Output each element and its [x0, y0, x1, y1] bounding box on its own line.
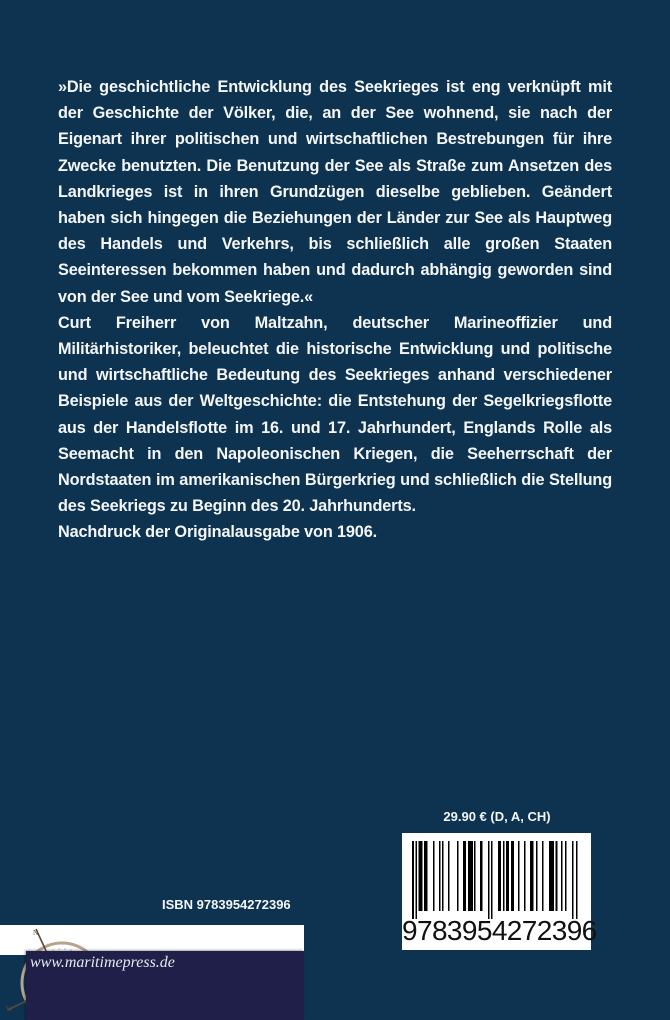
reprint-note: Nachdruck der Originalausgabe von 1906. — [58, 523, 377, 542]
barcode — [402, 833, 597, 950]
back-cover-blurb — [58, 74, 612, 546]
barcode-bars-icon — [412, 841, 582, 919]
description-paragraph: Curt Freiherr von Maltzahn, deutscher Marineoffizier und Militärhistoriker, beleuchtet die historische Entwicklung und politische und wirtschaftliche Bedeutung des Seekrieges anhand verschiedener Beispiele aus der Weltgeschichte: die Entstehung der Segelkriegsflotte aus der Handelsflotte im 16. und 17. Jahrhundert, Englands Rolle als Seemacht in den Napoleonischen Kriegen, die Seeherrschaft der Nordstaaten im amerikanischen Bürgerkrieg und schließlich die Stellung des Seekriegs zu Beginn des 20. Jahrhunderts. — [58, 313, 612, 516]
svg-text:N: N — [33, 929, 39, 937]
quote-paragraph: »Die geschichtliche Entwicklung des Seekrieges ist eng verknüpft mit der Geschichte der Völker, die, an der See wohnend, sie nach der Eigenart ihrer politischen und wirtschaftlichen Bestrebungen für ihre Zwecke benutzten. Die Benutzung der See als Straße zum Ansetzen des Landkrieges ist in ihren Grundzügen dieselbe geblieben. Geändert haben sich hingegen die Beziehungen der Länder zur See als Hauptweg des Handels und Verkehrs, bis schließlich alle großen Staaten Seeinteressen bekommen haben und dadurch abhängig geworden sind von der See und vom Seekriege.« — [58, 78, 612, 306]
publisher-url: www.maritimepress.de — [30, 954, 175, 971]
barcode-number: 9783954272396 — [402, 915, 597, 946]
svg-text:W: W — [6, 1005, 13, 1013]
publisher-logo — [26, 951, 304, 1020]
price-label: 29.90 € (D, A, CH) — [443, 809, 551, 824]
isbn-label: ISBN 9783954272396 — [162, 897, 291, 912]
